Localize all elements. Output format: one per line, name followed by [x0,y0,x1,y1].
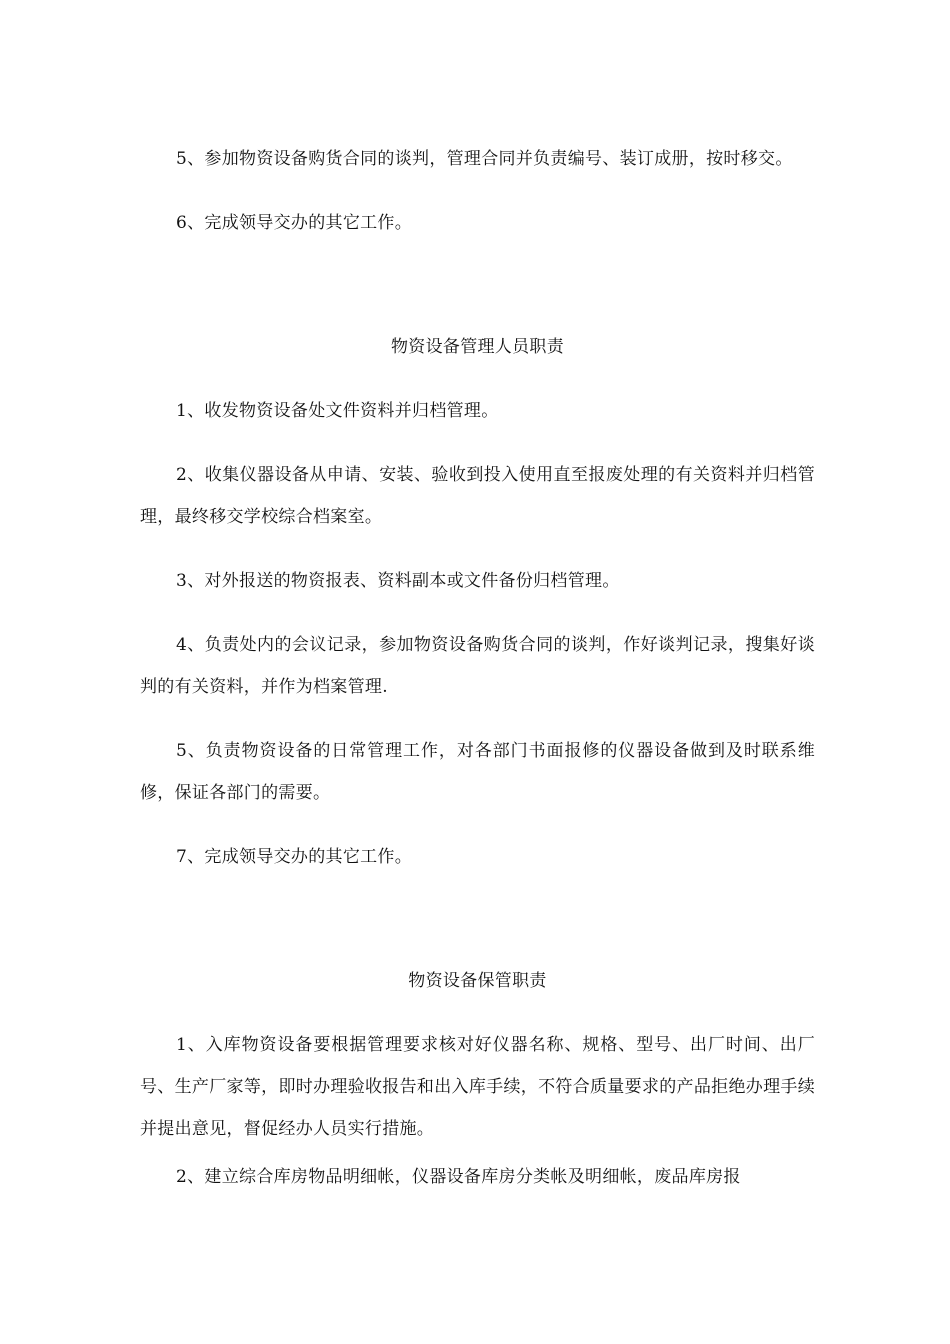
document-body [140,138,815,1220]
section2-item-4: 4、负责处内的会议记录，参加物资设备购货合同的谈判，作好谈判记录，搜集好谈判的有关资料，并作为档案管理. [140,635,815,697]
section2-item-7: 7、完成领导交办的其它工作。 [176,847,413,867]
section2-item-1: 1、收发物资设备处文件资料并归档管理。 [176,401,499,421]
section2-item-3: 3、对外报送的物资报表、资料副本或文件备份归档管理。 [176,571,620,591]
spacer [140,1002,815,1024]
section2-title: 物资设备管理人员职责 [391,337,564,357]
spacer [140,900,815,960]
section3-title: 物资设备保管职责 [408,971,547,991]
section3-item-1: 1、入库物资设备要根据管理要求核对好仪器名称、规格、型号、出厂时间、出厂号、生产厂家等，即时办理验收报告和出入库手续，不符合质量要求的产品拒绝办理手续并提出意见，督促经办人员实行措施。 [140,1035,815,1139]
spacer [140,368,815,390]
section1-item-5: 5、参加物资设备购货合同的谈判，管理合同并负责编号、装订成册，按时移交。 [176,149,793,169]
section2-item-2: 2、收集仪器设备从申请、安装、验收到投入使用直至报废处理的有关资料并归档管理，最终移交学校综合档案室。 [140,465,815,527]
section1-item-6: 6、完成领导交办的其它工作。 [176,213,413,233]
section3-item-2: 2、建立综合库房物品明细帐，仪器设备库房分类帐及明细帐，废品库房报 [176,1167,741,1187]
section2-item-5: 5、负责物资设备的日常管理工作，对各部门书面报修的仪器设备做到及时联系维修，保证各部门的需要。 [140,741,815,803]
spacer [140,266,815,326]
